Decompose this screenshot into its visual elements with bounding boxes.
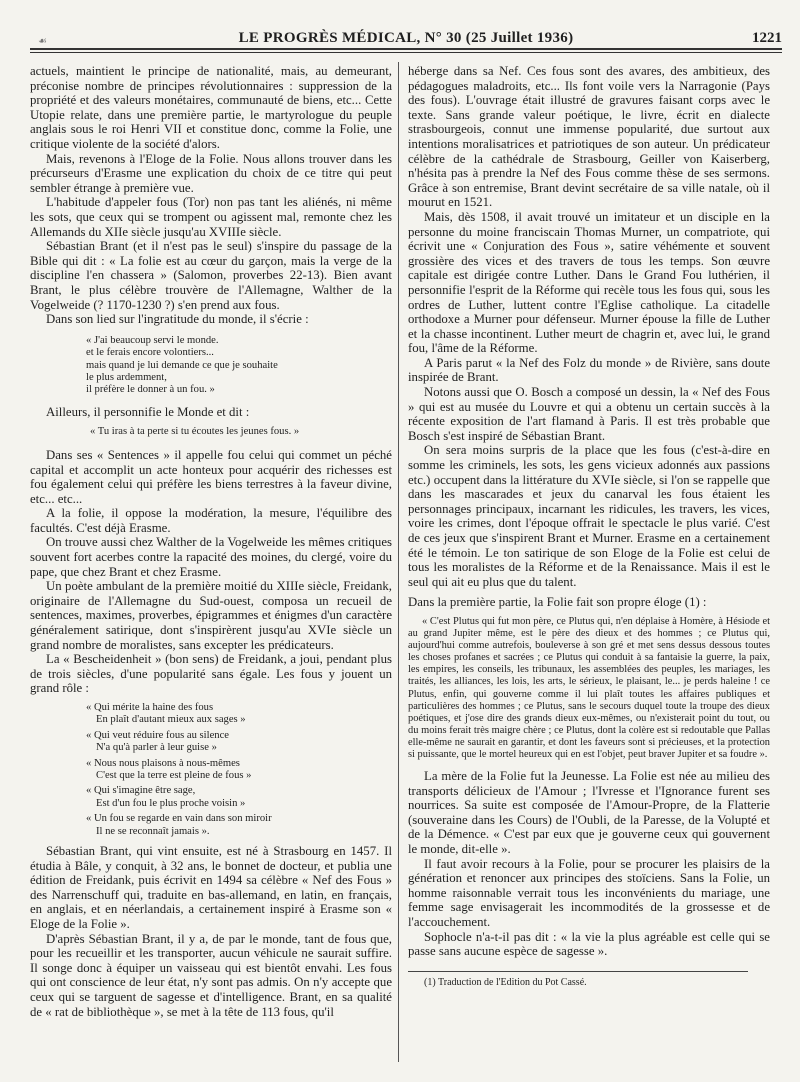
verse-line: mais quand je lui demande ce que je souhaite — [86, 359, 278, 371]
paragraph: Dans la première partie, la Folie fait son propre éloge (1) : — [408, 595, 707, 610]
paragraph: A Paris parut « la Nef des Folz du monde » de Rivière, sans doute inspirée de Brant. — [408, 355, 770, 385]
verse-line: « Qui mérite la haine des fous — [86, 702, 214, 713]
right-column — [408, 64, 770, 990]
verse-line: « Qui s'imagine être sage, — [86, 785, 196, 797]
quote-text: « C'est Plutus qui fut mon père, ce Plutus qui, n'en déplaise à Homère, à Hésiode et au grand Jupiter même, est le père des dieux et des hommes ; ce Plutus qui, aujourd'hui comme autrefois, bouleverse à son gré et met sens dessus dessous toutes les choses profanes et sacrées ; ce Plutus qui conduit à sa fantaisie la guerre, la paix, les empires, les conseils, les tribunaux, les assemblées des peuples, les mariages, les traités, les alliances, les lois, les arts, le sérieux, le plaisant, le... je perds haleine ! ce Plutus, enfin, qui gouverne comme il lui plaît toutes les affaires publiques et particulières des hommes ; ce Plutus, sans le secours duquel toute la troupe des dieux poétiques, et j'ose dire des grands dieux eux-mêmes, ou n'existerait point du tout, ou du moins ferait très maigre chère ; ce Plutus, dont la colère est si redoutable que Pallas elle-même ne saurait en garantir, et dont les faveurs sont si précieuses, et la protection si puissante, que le mortel heureux qui en est l'objet, peut braver Jupiter et sa foudre ». — [408, 615, 770, 760]
paragraph: Ailleurs, il personnifie le Monde et dit : — [46, 404, 250, 419]
stanza — [86, 702, 392, 727]
verse-line: « Nous nous plaisons à nous-mêmes — [86, 757, 240, 769]
stanza — [86, 758, 392, 783]
paragraph: Sébastian Brant, qui vint ensuite, est né à Strasbourg en 1457. Il étudia à Bâle, y conquit, à 32 ans, le bonnet de docteur, et publia une édition de Freidank, puis écrivit en 1494 sa célèbre « Nef des Fous » des Narrenschuff qui, traduite en bas-allemand, en latin, en français, en anglais, et en néerlandais, a certainement inspiré à Erasme son « Eloge de la Folie ». — [30, 844, 392, 932]
header-rule — [30, 48, 782, 50]
stanza — [86, 730, 392, 755]
paragraph: Dans ses « Sentences » il appelle fou celui qui commet un péché capital et accomplit un acte honteux pour acquérir des richesses est fou également celui qui préfère les biens terrestres à la faveur divine, etc... etc... — [30, 447, 392, 506]
header-rule-thin — [30, 52, 782, 53]
verse-line: « Qui veut réduire fous au silence — [86, 729, 229, 741]
paragraph: Sophocle n'a-t-il pas dit : « la vie la plus agréable est celle qui se passe sans aucune espèce de sagesse ». — [408, 929, 770, 959]
page-mark: ☙ — [38, 36, 47, 47]
paragraph: On trouve aussi chez Walther de la Vogelweide les mêmes critiques souvent fort acerbes contre la rapacité des moines, du clergé, voire du pape, que chez Brant et chez Erasme. — [30, 535, 392, 579]
journal-title: LE PROGRÈS MÉDICAL, N° 30 (25 Juillet 1936) — [238, 30, 574, 46]
verse-quote — [86, 335, 392, 397]
freidank-sentences — [86, 702, 392, 838]
verse-quote-single: « Tu iras à ta perte si tu écoutes les jeunes fous. » — [90, 426, 300, 438]
paragraph: La « Bescheidenheit » (bon sens) de Freidank, a joui, pendant plus de trois siècles, d'une popularité sans égale. Les fous y jouent un grand rôle : — [30, 652, 392, 696]
paragraph: Mais, revenons à l'Eloge de la Folie. Nous allons trouver dans les précurseurs d'Erasme une explication du choix de ce titre qui peut sembler étrange à première vue. — [30, 151, 392, 195]
paragraph: Sébastian Brant (et il n'est pas le seul) s'inspire du passage de la Bible qui dit : « La folie est au cœur du garçon, mais la verge de la discipline l'en chassera » (Salomon, proverbes 22-13). Bien avant Brant, le plus célèbre trouvère de l'Allemagne, Walther de la Vogelweide (? 1170-1230 ?) s'en prend aux fous. — [30, 239, 392, 312]
paragraph: actuels, maintient le principe de nationalité, mais, au demeurant, préconise nombre de principes révolutionnaires : suppression de la propriété et des valeurs monétaires, communauté de biens, etc... Cette Utopie relate, dans une première partie, le martyrologue du peuple anglais sous le roi Henri VII et constitue donc, comme la Folie, une critique violente de la société d'alors. — [30, 64, 392, 151]
running-header — [30, 30, 782, 50]
paragraph: héberge dans sa Nef. Ces fous sont des avares, des ambitieux, des pédagogues maladroits, etc... Ils font voile vers la Narragonie (Pays des fous). L'ouvrage était illustré de gravures faisant corps avec le texte. Sans grande valeur poétique, le livre, écrit en dialecte strasbourgeois, connut une immense popularité, due surtout aux intentions moralisatrices et patriotiques de son auteur. Un prédicateur célèbre de la cathédrale de Strasbourg, Geiller von Kaiserberg, n'hésita pas à prendre la Nef des Fous comme thèse de ses sermons. Grâce à son entremise, Brant devint secrétaire de sa ville natale, où il mourut en 1521. — [408, 64, 770, 210]
paragraph: Notons aussi que O. Bosch a composé un dessin, la « Nef des Fous » qui est au musée du Louvre et qui a obtenu un certain succès à la récente exposition de l'art flamand à Paris. Il est très probable que Bosch s'est inspiré de Sébastian Brant. — [408, 385, 770, 443]
verse-line: il préfère le donner à un fou. » — [86, 384, 215, 396]
column-divider — [398, 62, 399, 1062]
block-quote — [408, 616, 770, 761]
footnote: (1) Traduction de l'Edition du Pot Cassé. — [424, 976, 587, 988]
verse-line: C'est que la terre est pleine de fous » — [96, 770, 252, 782]
verse-line: « J'ai beaucoup servi le monde. — [86, 334, 219, 346]
stanza — [86, 785, 392, 810]
paragraph: Dans son lied sur l'ingratitude du monde, il s'écrie : — [46, 312, 309, 327]
verse-line: N'a qu'à parler à leur guise » — [96, 742, 217, 754]
paragraph: L'habitude d'appeler fous (Tor) non pas tant les aliénés, ni même les sots, que ceux qui se trompent ou agissent mal, remonte chez les Allemands du XIIe siècle jusqu'au XVIIIe siècle. — [30, 195, 392, 239]
paragraph: La mère de la Folie fut la Jeunesse. La Folie est née au milieu des transports délicieux de l'Amour ; l'Ivresse et l'Ignorance furent ses nourrices. Sa suite est composée de l'Amour-Propre, de la Flatterie (souveraine dans les Cours) de l'Oubli, de la Paresse, de la Volupté et de la Démence. « C'est par eux que je gouverne ceux qui gouvernent le monde, dit-elle ». — [408, 769, 770, 857]
stanza — [86, 813, 392, 838]
verse-line: « Un fou se regarde en vain dans son miroir — [86, 813, 272, 825]
paragraph: Un poète ambulant de la première moitié du XIIIe siècle, Freidank, originaire de l'Allemagne du Sud-ouest, composa un recueil de sentences, maximes, proverbes, épigrammes et énigmes d'un caractère généralement satirique, dont s'inspirèrent jusqu'au XVIe siècle un grand nombre de moralistes, sans excepter les prédicateurs. — [30, 579, 392, 652]
verse-line: le plus ardemment, — [86, 371, 167, 383]
verse-line: En plaît d'autant mieux aux sages » — [96, 714, 246, 726]
paragraph: A la folie, il oppose la modération, la mesure, l'équilibre des facultés. C'est déjà Erasme. — [30, 506, 392, 535]
verse-line: et le ferais encore volontiers... — [86, 347, 214, 359]
paragraph: Mais, dès 1508, il avait trouvé un imitateur et un disciple en la personne du moine franciscain Thomas Murner, un compatriote, qui écrivit une « Conjuration des Fous », satire véhémente et souvent grossière des vices et des travers de tous les temps. Son œuvre capitale est dirigée contre Luther. Dans le Grand Fou luthérien, il personnifie l'esprit de la Réforme qui recèle tous les fous qui, sous les ordres de Luther, luttent contre l'Eglise catholique. La citadelle orthodoxe a Murner pour défenseur. Murner épouse la fille de Luther et la chasse incontinent. Luther meurt de chagrin et, avec lui, le grand fou, l'âme de la Réforme. — [408, 209, 770, 356]
paragraph: On sera moins surpris de la place que les fous (c'est-à-dire en somme les criminels, les sots, les gens vicieux adonnés aux passions etc.) occupent dans la littérature du XVIe siècle, si l'on se rappelle que dans les mascarades et jeux du canarval les fous étaient les personnages principaux, incarnant les ridicules, les travers, les vices, voire les crimes, dont l'époque offrait le spectacle le plus varié. C'est de ces jeux que s'inspirent Brant et Murner. Erasme en a certainement été le témoin. Le ton satirique de son Eloge de la Folie est celui de tous les moralistes de la Réforme et de la Renaissance. Mais il est le seul qui ait eu plus que du talent. — [408, 443, 770, 589]
page-number: 1221 — [752, 30, 782, 46]
left-column — [30, 64, 392, 1019]
verse-line: Est d'un fou le plus proche voisin » — [96, 797, 246, 809]
footnote-rule — [408, 971, 748, 972]
verse-line: Il ne se reconnaît jamais ». — [96, 825, 210, 837]
paragraph: Il faut avoir recours à la Folie, pour se procurer les plaisirs de la génération et renoncer aux principes des stoïciens. Sans la Folie, un homme raisonnable verrait tous les inconvénients du mariage, une femme sage envisagerait les incommodités de la grossesse et de l'accouchement. — [408, 856, 770, 930]
paragraph: D'après Sébastian Brant, il y a, de par le monde, tant de fous que, pour les recueillir et les transporter, aucun véhicule ne saurait suffire. Il songe donc à équiper un vaisseau qui est bientôt envahi. Les fous qui ont conscience de leur état, n'y sont pas admis. On n'y accepte que ceux qui se targuent de sagesse et d'intelligence. Brant, en sa qualité de « rat de bibliothèque », se met à la tête de 113 fous, qu'il — [30, 931, 392, 1019]
